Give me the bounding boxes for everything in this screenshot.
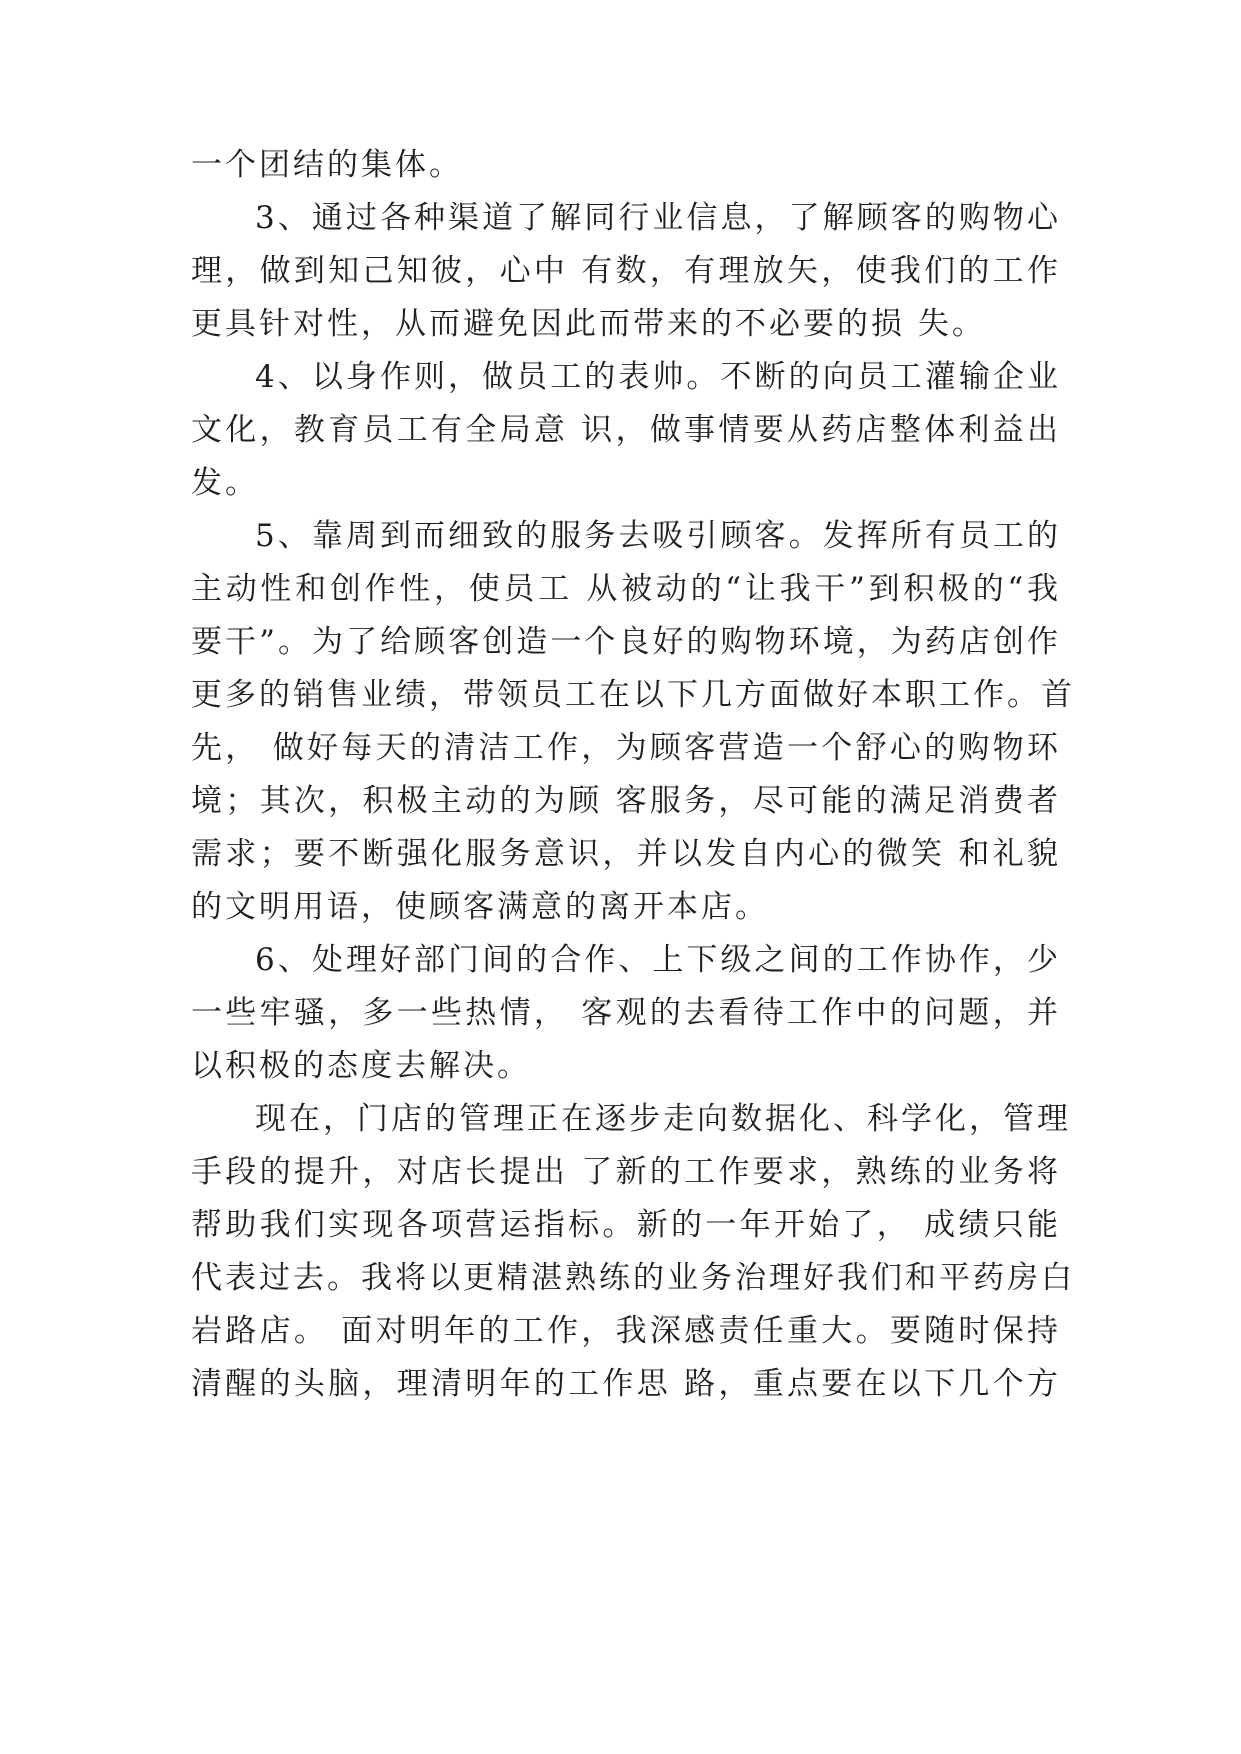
text-line: 更具针对性，从而避免因此而带来的不必要的损 失。 [191, 306, 986, 342]
text-line: 发。 [191, 465, 259, 501]
text-line: 要干”。为了给顾客创造一个良好的购物环境，为药店创作 [191, 624, 1061, 660]
text-line: 需求；要不断强化服务意识，并以发自内心的微笑 和礼貌 [191, 836, 1061, 872]
text-line: 的文明用语，使顾客满意的离开本店。 [191, 889, 769, 925]
text-line: 岩路店。 面对明年的工作，我深感责任重大。要随时保持 [191, 1313, 1061, 1349]
text-line: 帮助我们实现各项营运指标。新的一年开始了， 成绩只能 [191, 1207, 1061, 1243]
text-line: 一些牢骚，多一些热情， 客观的去看待工作中的问题，并 [191, 995, 1061, 1031]
text-line: 主动性和创作性，使员工 从被动的“让我干”到积极的“我 [191, 571, 1061, 607]
text-line: 现在，门店的管理正在逐步走向数据化、科学化，管理 [255, 1101, 1071, 1137]
text-line: 4、以身作则，做员工的表帅。不断的向员工灌输企业 [255, 359, 1061, 395]
text-line: 更多的销售业绩，带领员工在以下几方面做好本职工作。首 [191, 677, 1075, 713]
text-line: 3、通过各种渠道了解同行业信息，了解顾客的购物心 [255, 200, 1061, 236]
text-line: 手段的提升，对店长提出 了新的工作要求，熟练的业务将 [191, 1154, 1061, 1190]
text-line: 5、靠周到而细致的服务去吸引顾客。发挥所有员工的 [255, 518, 1061, 554]
text-line: 清醒的头脑，理清明年的工作思 路，重点要在以下几个方 [191, 1366, 1061, 1402]
text-line: 代表过去。我将以更精湛熟练的业务治理好我们和平药房白 [191, 1260, 1075, 1296]
text-line: 以积极的态度去解决。 [191, 1048, 531, 1084]
text-line: 先， 做好每天的清洁工作，为顾客营造一个舒心的购物环 [191, 730, 1061, 766]
text-line: 6、处理好部门间的合作、上下级之间的工作协作，少 [255, 942, 1061, 978]
text-line: 理，做到知己知彼，心中 有数，有理放矢，使我们的工作 [191, 253, 1061, 289]
text-line: 文化，教育员工有全局意 识，做事情要从药店整体利益出 [191, 412, 1061, 448]
text-line: 境；其次，积极主动的为顾 客服务，尽可能的满足消费者 [191, 783, 1061, 819]
text-line: 一个团结的集体。 [191, 147, 463, 183]
